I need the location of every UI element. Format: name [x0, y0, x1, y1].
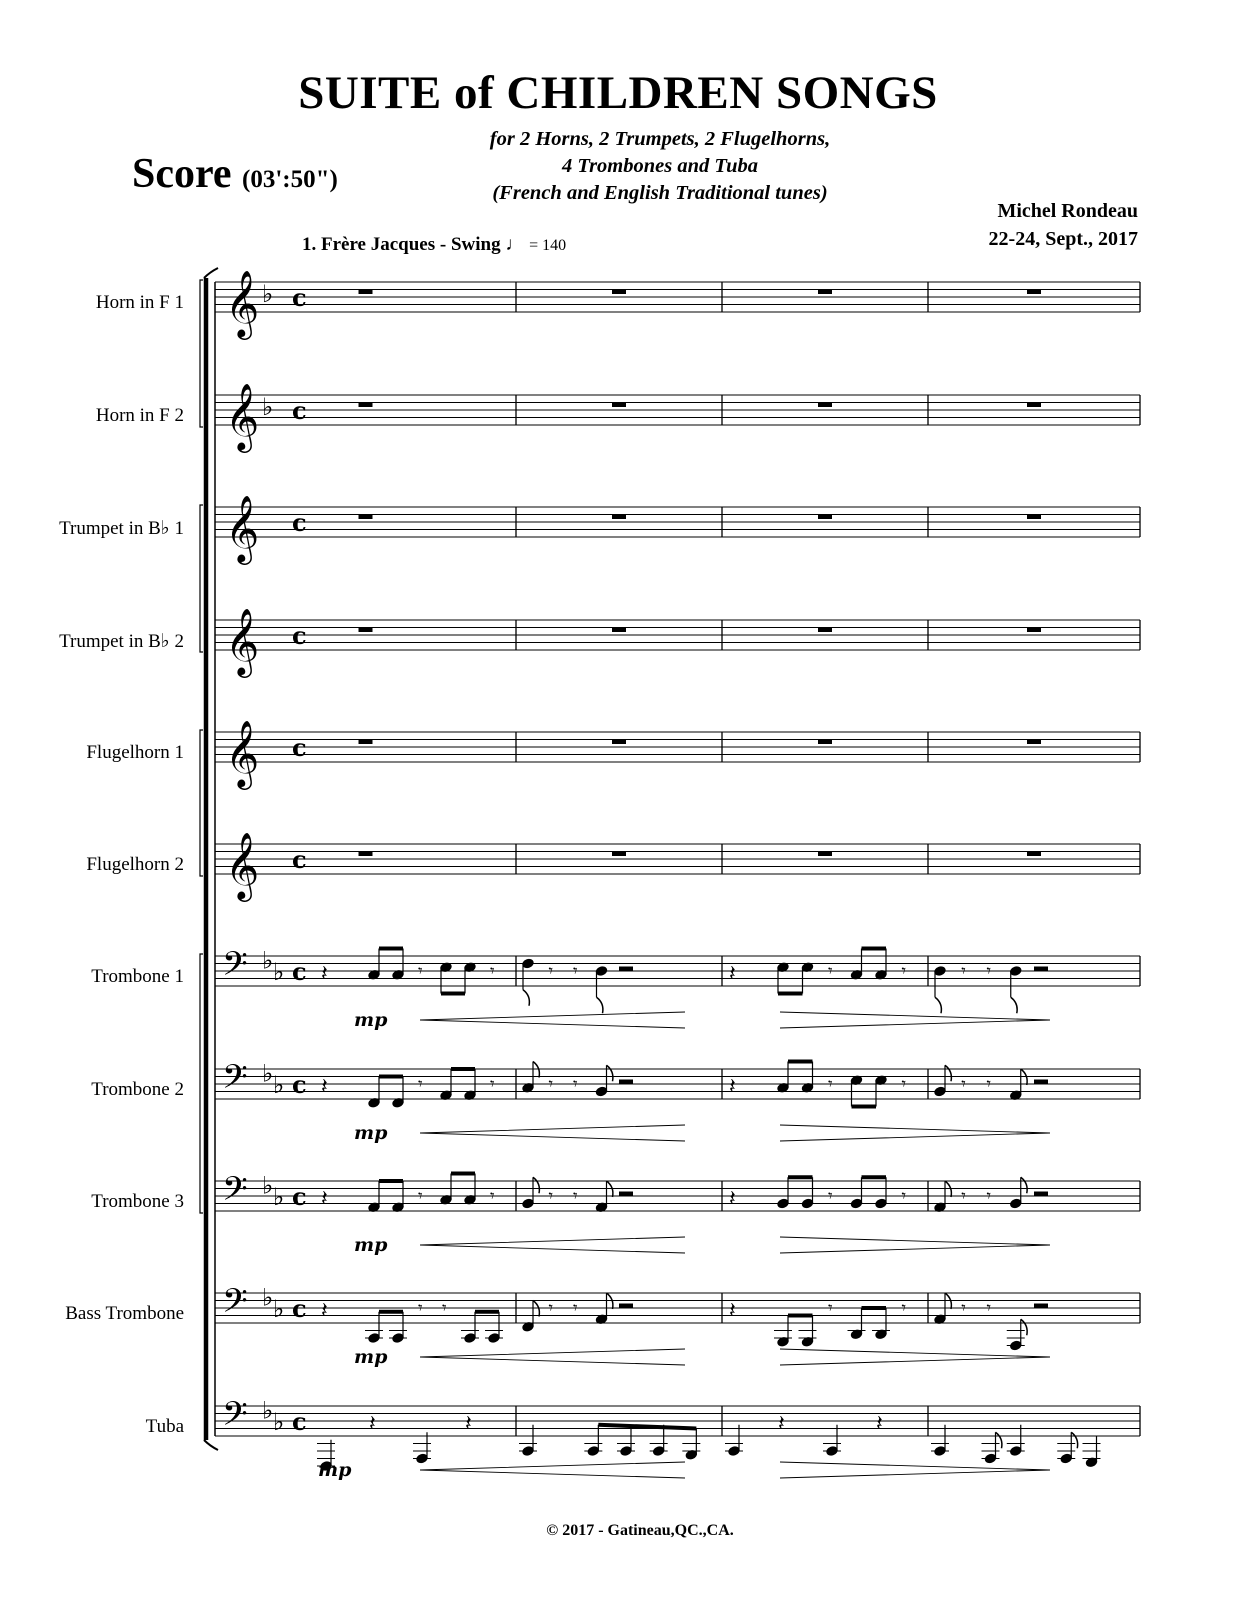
- beam: [598, 1425, 696, 1429]
- quarter-rest-icon: 𝄽: [369, 1411, 376, 1437]
- eighth-flag: [996, 1432, 1002, 1448]
- bracket-bottom-hook: [204, 1440, 218, 1450]
- whole-rest-icon: [1027, 403, 1041, 408]
- crescendo-hairpin: [420, 1125, 685, 1141]
- whole-rest-icon: [1027, 628, 1041, 633]
- whole-rest-icon: [612, 290, 626, 295]
- half-rest-icon: [1034, 1304, 1048, 1309]
- notehead: [875, 1198, 887, 1209]
- bracket-top-hook: [204, 268, 218, 278]
- staff: [215, 494, 1140, 565]
- eighth-rest-icon: 𝄾: [986, 961, 992, 982]
- staff: [215, 607, 1140, 678]
- whole-rest-icon: [359, 515, 373, 520]
- flat-icon: ♭: [262, 1396, 274, 1425]
- eighth-rest-icon: 𝄾: [961, 1074, 966, 1095]
- bass-clef-icon: 𝄢: [222, 1282, 248, 1329]
- quarter-rest-icon: 𝄽: [778, 1411, 785, 1437]
- common-time-fallback: c: [292, 508, 307, 537]
- half-rest-icon: [1034, 967, 1048, 972]
- common-time-fallback: c: [292, 283, 307, 312]
- eighth-rest-icon: 𝄾: [901, 1298, 907, 1319]
- flat-icon: ♭: [273, 1070, 285, 1099]
- dynamic-mark: mp: [354, 1234, 388, 1256]
- quarter-rest-icon: 𝄽: [729, 1186, 736, 1212]
- whole-rest-icon: [612, 403, 626, 408]
- notehead: [934, 1446, 946, 1457]
- eighth-flag: [1021, 1177, 1027, 1193]
- eighth-rest-icon: 𝄾: [490, 961, 495, 982]
- composition-date: 22-24, Sept., 2017: [988, 228, 1138, 250]
- flat-icon: ♭: [262, 280, 274, 308]
- notehead: [587, 1446, 599, 1457]
- notehead: [1060, 1453, 1072, 1464]
- bass-clef-icon: 𝄢: [222, 1058, 248, 1105]
- eighth-rest-icon: 𝄾: [573, 1074, 578, 1095]
- whole-rest-icon: [359, 290, 373, 295]
- group-bracket: [200, 280, 203, 427]
- instrument-label-flugelhorn-2: Flugelhorn 2: [86, 854, 184, 875]
- whole-rest-icon: [359, 740, 373, 745]
- score-duration: (03':50"): [242, 166, 338, 193]
- eighth-rest-icon: 𝄾: [418, 1074, 423, 1095]
- quarter-rest-icon: 𝄽: [321, 1074, 328, 1100]
- notehead: [392, 1333, 404, 1344]
- eighth-rest-icon: 𝄾: [828, 961, 833, 982]
- notehead: [595, 966, 607, 977]
- notehead: [850, 1198, 862, 1209]
- notehead: [620, 1446, 632, 1457]
- bass-clef-icon: 𝄢: [222, 1170, 248, 1217]
- dynamic-mark: mp: [354, 1009, 388, 1031]
- dynamic-mark: mp: [318, 1459, 352, 1481]
- dynamic-mark: mp: [354, 1122, 388, 1144]
- notehead: [464, 1333, 476, 1344]
- flat-icon: ♭: [262, 1283, 274, 1312]
- whole-rest-icon: [1027, 740, 1041, 745]
- eighth-rest-icon: 𝄾: [418, 1186, 423, 1207]
- eighth-rest-icon: 𝄾: [442, 1298, 447, 1319]
- staff: [215, 719, 1140, 790]
- subtitle-line-3: (French and English Traditional tunes): [492, 182, 828, 204]
- decrescendo-hairpin: [780, 1012, 1050, 1028]
- bass-clef-icon: 𝄢: [222, 1395, 248, 1442]
- group-bracket: [200, 505, 203, 652]
- staff: [215, 382, 1140, 453]
- group-bracket: [200, 954, 203, 1213]
- notehead: [934, 1086, 946, 1097]
- common-time-fallback: c: [292, 621, 307, 650]
- score-title: SUITE of CHILDREN SONGS: [298, 67, 938, 119]
- eighth-rest-icon: 𝄾: [573, 961, 578, 982]
- common-time-fallback: c: [292, 1407, 307, 1436]
- eighth-rest-icon: 𝄾: [961, 1186, 966, 1207]
- eighth-rest-icon: 𝄾: [418, 961, 423, 982]
- notehead: [522, 1198, 534, 1209]
- whole-rest-icon: [612, 628, 626, 633]
- copyright-notice: © 2017 - Gatineau,QC.,CA.: [546, 1522, 734, 1539]
- notehead: [934, 966, 946, 977]
- staff: [215, 831, 1140, 902]
- flat-icon: ♭: [262, 1171, 274, 1200]
- movement-title: 1. Frère Jacques - Swing: [302, 234, 501, 255]
- eighth-rest-icon: 𝄾: [828, 1186, 833, 1207]
- notehead: [984, 1453, 996, 1464]
- quarter-rest-icon: 𝄽: [876, 1411, 883, 1437]
- eighth-flag: [1021, 1319, 1027, 1335]
- eighth-rest-icon: 𝄾: [986, 1298, 992, 1319]
- common-time-fallback: c: [292, 957, 307, 986]
- instrument-label-flugelhorn-1: Flugelhorn 1: [86, 742, 184, 763]
- half-rest-icon: [619, 1192, 633, 1197]
- staff: [215, 1059, 1140, 1145]
- instrument-label-trumpet-1: Trumpet in B♭ 1: [59, 518, 184, 539]
- eighth-flag: [597, 997, 603, 1013]
- notehead: [801, 1198, 813, 1209]
- flat-icon: ♭: [273, 1294, 285, 1323]
- eighth-rest-icon: 𝄾: [548, 1298, 554, 1319]
- eighth-flag: [935, 997, 941, 1013]
- treble-clef-icon: 𝄞: [225, 831, 260, 899]
- treble-clef-icon: 𝄞: [225, 719, 260, 787]
- eighth-rest-icon: 𝄾: [573, 1298, 578, 1319]
- whole-rest-icon: [818, 740, 832, 745]
- notehead: [368, 1333, 380, 1344]
- whole-rest-icon: [818, 403, 832, 408]
- composer-name: Michel Rondeau: [997, 200, 1138, 222]
- flat-icon: ♭: [262, 393, 274, 421]
- whole-rest-icon: [359, 628, 373, 633]
- notehead: [1010, 1340, 1022, 1351]
- eighth-flag: [533, 1177, 539, 1193]
- eighth-rest-icon: 𝄾: [901, 1074, 907, 1095]
- group-bracket: [200, 730, 203, 876]
- half-rest-icon: [1034, 1080, 1048, 1085]
- staff: [215, 1171, 1140, 1257]
- eighth-rest-icon: 𝄾: [548, 1074, 554, 1095]
- treble-clef-icon: 𝄞: [225, 269, 260, 337]
- eighth-rest-icon: 𝄾: [901, 961, 907, 982]
- bass-clef-icon: 𝄢: [222, 945, 248, 992]
- score-label: Score: [132, 151, 232, 197]
- instrument-label-trombone-1: Trombone 1: [91, 966, 184, 987]
- whole-rest-icon: [1027, 290, 1041, 295]
- flat-icon: ♭: [262, 946, 274, 975]
- eighth-rest-icon: 𝄾: [573, 1186, 578, 1207]
- eighth-rest-icon: 𝄾: [828, 1298, 833, 1319]
- notehead: [777, 1198, 789, 1209]
- notehead: [522, 958, 534, 969]
- flat-icon: ♭: [273, 1182, 285, 1211]
- subtitle-line-1: for 2 Horns, 2 Trumpets, 2 Flugelhorns,: [489, 128, 831, 150]
- instrument-label-bass-trombone: Bass Trombone: [65, 1303, 184, 1324]
- treble-clef-icon: 𝄞: [225, 494, 260, 562]
- crescendo-hairpin: [420, 1012, 685, 1028]
- instrument-label-horn-2: Horn in F 2: [95, 405, 184, 426]
- whole-rest-icon: [612, 515, 626, 520]
- eighth-flag: [607, 1065, 613, 1081]
- half-rest-icon: [619, 967, 633, 972]
- notehead: [595, 1086, 607, 1097]
- common-time-fallback: c: [292, 1070, 307, 1099]
- notehead: [416, 1453, 428, 1464]
- half-rest-icon: [1034, 1192, 1048, 1197]
- eighth-rest-icon: 𝄾: [828, 1074, 833, 1095]
- eighth-rest-icon: 𝄾: [548, 1186, 554, 1207]
- quarter-rest-icon: 𝄽: [321, 1298, 328, 1324]
- quarter-rest-icon: 𝄽: [321, 961, 328, 987]
- eighth-rest-icon: 𝄾: [548, 961, 554, 982]
- common-time-fallback: c: [292, 845, 307, 874]
- quarter-rest-icon: 𝄽: [729, 1074, 736, 1100]
- quarter-note-icon: ♩: [505, 234, 525, 255]
- treble-clef-icon: 𝄞: [225, 607, 260, 675]
- quarter-rest-icon: 𝄽: [465, 1411, 472, 1437]
- whole-rest-icon: [612, 740, 626, 745]
- decrescendo-hairpin: [780, 1462, 1050, 1478]
- half-rest-icon: [619, 1080, 633, 1085]
- common-time-fallback: c: [292, 733, 307, 762]
- instrument-label-trombone-3: Trombone 3: [91, 1191, 184, 1212]
- crescendo-hairpin: [420, 1237, 685, 1253]
- quarter-rest-icon: 𝄽: [729, 961, 736, 987]
- notehead: [652, 1446, 664, 1457]
- decrescendo-hairpin: [780, 1125, 1050, 1141]
- notehead: [1010, 1198, 1022, 1209]
- eighth-rest-icon: 𝄾: [490, 1186, 495, 1207]
- instrument-label-horn-1: Horn in F 1: [95, 292, 184, 313]
- whole-rest-icon: [359, 852, 373, 857]
- flat-icon: ♭: [262, 1059, 274, 1088]
- whole-rest-icon: [818, 852, 832, 857]
- quarter-rest-icon: 𝄽: [729, 1298, 736, 1324]
- notehead: [488, 1333, 500, 1344]
- crescendo-hairpin: [420, 1462, 685, 1478]
- treble-clef-icon: 𝄞: [225, 382, 260, 450]
- quarter-rest-icon: 𝄽: [321, 1186, 328, 1212]
- decrescendo-hairpin: [780, 1237, 1050, 1253]
- notehead: [1010, 1446, 1022, 1457]
- common-time-fallback: c: [292, 1182, 307, 1211]
- flat-icon: ♭: [273, 957, 285, 986]
- eighth-rest-icon: 𝄾: [418, 1298, 423, 1319]
- eighth-rest-icon: 𝄾: [986, 1186, 992, 1207]
- dynamic-mark: mp: [354, 1346, 388, 1368]
- notehead: [522, 1446, 534, 1457]
- notehead: [1010, 966, 1022, 977]
- eighth-flag: [1071, 1432, 1077, 1448]
- notehead: [728, 1446, 740, 1457]
- whole-rest-icon: [818, 628, 832, 633]
- whole-rest-icon: [1027, 515, 1041, 520]
- decrescendo-hairpin: [780, 1349, 1050, 1365]
- staff: [215, 1283, 1140, 1369]
- instrument-label-trumpet-2: Trumpet in B♭ 2: [59, 631, 184, 652]
- eighth-flag: [1011, 997, 1017, 1013]
- instrument-label-tuba: Tuba: [145, 1416, 184, 1437]
- whole-rest-icon: [359, 403, 373, 408]
- eighth-rest-icon: 𝄾: [961, 961, 966, 982]
- whole-rest-icon: [818, 515, 832, 520]
- notehead: [826, 1446, 838, 1457]
- whole-rest-icon: [1027, 852, 1041, 857]
- staff: [215, 946, 1140, 1032]
- tempo-value: = 140: [529, 237, 567, 254]
- eighth-rest-icon: 𝄾: [901, 1186, 907, 1207]
- whole-rest-icon: [818, 290, 832, 295]
- common-time-fallback: c: [292, 396, 307, 425]
- instrument-label-trombone-2: Trombone 2: [91, 1079, 184, 1100]
- eighth-flag: [523, 990, 529, 1006]
- eighth-rest-icon: 𝄾: [986, 1074, 992, 1095]
- staff: [215, 269, 1140, 340]
- half-rest-icon: [619, 1304, 633, 1309]
- staff: [215, 1396, 1140, 1482]
- eighth-rest-icon: 𝄾: [490, 1074, 495, 1095]
- subtitle-line-2: 4 Trombones and Tuba: [561, 155, 759, 177]
- whole-rest-icon: [612, 852, 626, 857]
- eighth-flag: [945, 1065, 951, 1081]
- flat-icon: ♭: [273, 1407, 285, 1436]
- crescendo-hairpin: [420, 1349, 685, 1365]
- common-time-fallback: c: [292, 1294, 307, 1323]
- eighth-rest-icon: 𝄾: [961, 1298, 966, 1319]
